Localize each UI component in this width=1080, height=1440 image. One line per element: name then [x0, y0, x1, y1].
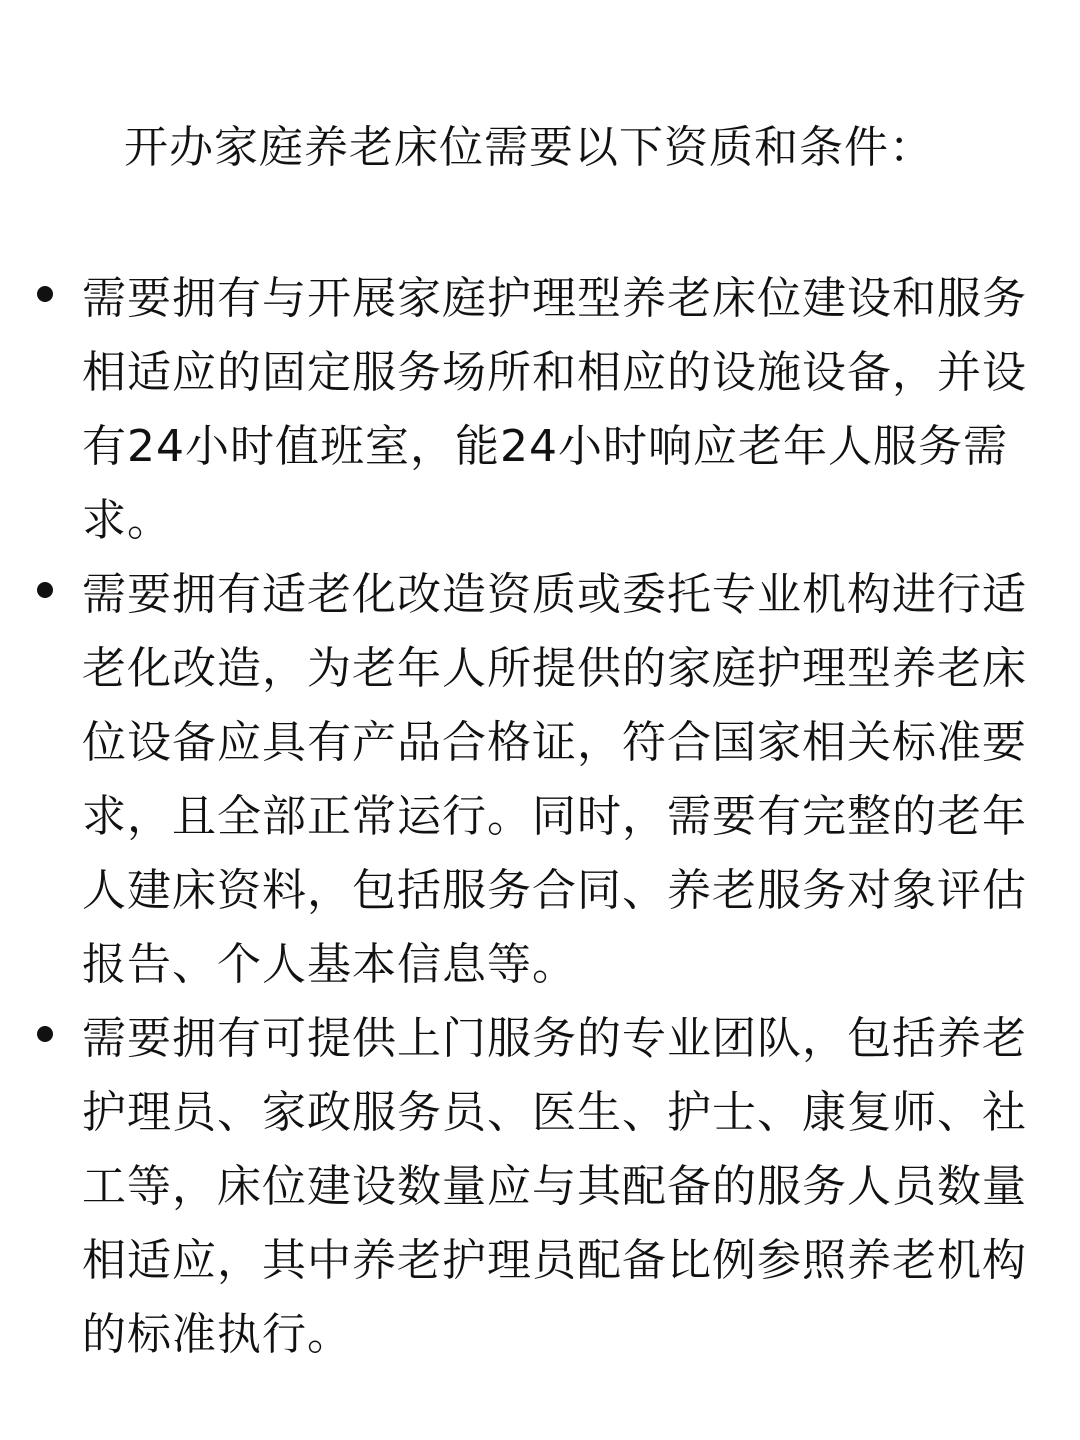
- list-item-text: 需要拥有适老化改造资质或委托专业机构进行适老化改造，为老年人所提供的家庭护理型养老床位设备应具有产品合格证，符合国家相关标准要求，且全部正常运行。同时，需要有完整的老年人建床资料，包括服务合同、养老服务对象评估报告、个人基本信息等。: [82, 569, 1027, 990]
- bullet-icon: [37, 286, 53, 302]
- bullet-icon: [37, 1026, 53, 1042]
- requirements-list: [0, 262, 1080, 1372]
- intro-text: 开办家庭养老床位需要以下资质和条件：: [124, 122, 934, 173]
- bullet-icon: [37, 582, 53, 598]
- list-item-text: 需要拥有与开展家庭护理型养老床位建设和服务相适应的固定服务场所和相应的设施设备，并设有24小时值班室，能24小时响应老年人服务需求。: [82, 273, 1027, 546]
- list-item: [0, 262, 1080, 558]
- list-item: [0, 1002, 1080, 1372]
- list-item-text: 需要拥有可提供上门服务的专业团队，包括养老护理员、家政服务员、医生、护士、康复师、社工等，床位建设数量应与其配备的服务人员数量相适应，其中养老护理员配备比例参照养老机构的标准执行。: [82, 1013, 1027, 1360]
- list-item: [0, 558, 1080, 1002]
